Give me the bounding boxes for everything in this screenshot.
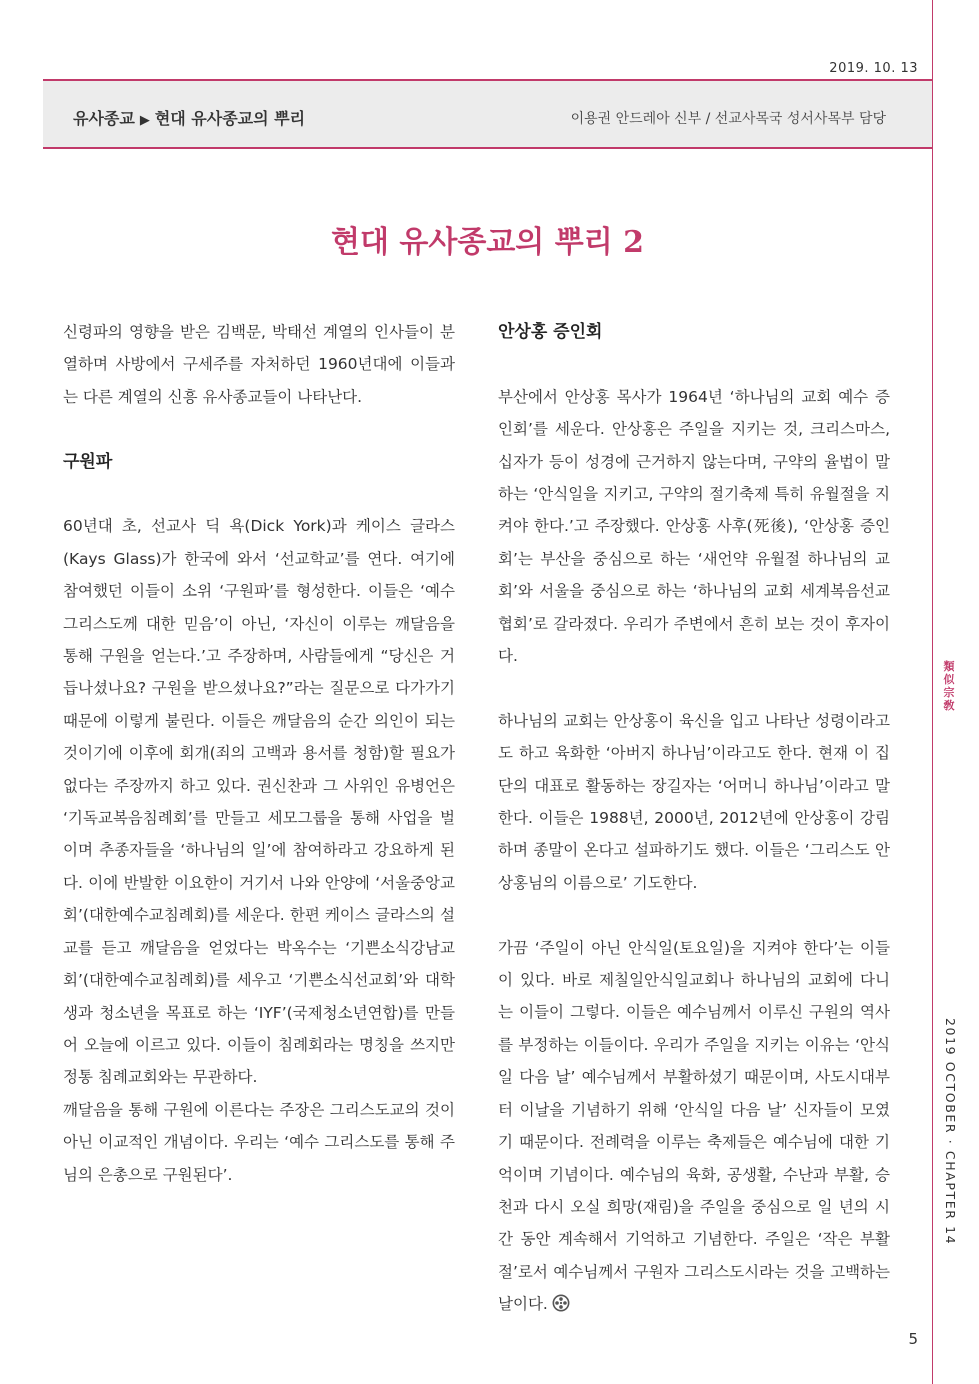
right-column (498, 316, 890, 1321)
right-edge-line (932, 0, 933, 1384)
guwonpa-conclusion-paragraph: 깨달음을 통해 구원에 이른다는 주장은 그리스도교의 것이 아닌 이교적인 개념이다. 우리는 ‘예수 그리스도를 통해 주님의 은총으로 구원된다’. (63, 1100, 455, 1184)
breadcrumb (73, 106, 305, 129)
header-bottom-rule (43, 147, 932, 149)
page-number: 5 (908, 1330, 918, 1348)
issue-date: 2019. 10. 13 (829, 61, 918, 76)
ansanghong-paragraph-2: 하나님의 교회는 안상홍이 육신을 입고 나타난 성령이라고도 하고 육화한 ‘아버지 하나님’이라고도 한다. 현재 이 집단의 대표로 활동하는 장길자는 ‘어머니 하나님’이라고 말한다. 이들은 1988년, 2000년, 2012년에 안상홍이 강림하며 종말이 온다고 설파하기도 했다. 이들은 ‘그리스도 안상홍님의 이름으로’ 기도한다. (498, 711, 890, 892)
breadcrumb-topic: 현대 유사종교의 뿌리 (154, 109, 306, 128)
ansanghong-paragraph-1: 부산에서 안상홍 목사가 1964년 ‘하나님의 교회 예수 증인회’를 세운다. 안상홍은 주일을 지키는 것, 크리스마스, 십자가 등이 성경에 근거하지 않는다며, 구약의 율법이 말하는 ‘안식일을 지키고, 구약의 절기축제 특히 유월절을 지켜야 한다.’고 주장했다. 안상홍 사후(死後), ‘안상홍 증인회’는 부산을 중심으로 하는 ‘새언약 유월절 하나님의 교회’와 서울을 중심으로 하는 ‘하나님의 교회 세계복음선교협회’로 갈라졌다. 우리가 주변에서 흔히 보는 것이 후자이다. (498, 387, 890, 666)
article-title: 현대 유사종교의 뿌리 2 (330, 225, 645, 260)
end-mark-icon (552, 1294, 570, 1312)
left-column (63, 316, 455, 1191)
section-heading-guwonpa: 구원파 (63, 451, 113, 472)
side-char: 類 (943, 660, 955, 673)
side-char: 似 (943, 673, 955, 686)
side-char: 宗 (943, 686, 955, 699)
intro-paragraph: 신령파의 영향을 받은 김백문, 박태선 계열의 인사들이 분열하며 사방에서 구세주를 자처하던 1960년대에 이들과는 다른 계열의 신흥 유사종교들이 나타난다. (63, 323, 455, 406)
breadcrumb-arrow-icon: ▶ (139, 113, 150, 128)
ansanghong-paragraph-3-text: 가끔 ‘주일이 아닌 안식일(토요일)을 지켜야 한다’는 이들이 있다. 바로 제칠일안식일교회나 하나님의 교회에 다니는 이들이 그렇다. 이들은 예수님께서 이루신 구원의 역사를 부정하는 이들이다. 우리가 주일을 지키는 이유는 ‘안식일 다음 날’ 예수님께서 부활하셨기 때문이며, 사도시대부터 이날을 기념하기 위해 ‘안식일 다음 날’ 신자들이 모였기 때문이다. 전례력을 이루는 축제들은 예수님에 대한 기억이며 기념이다. 예수님의 육화, 공생활, 수난과 부활, 승천과 다시 오실 희망(재림)을 주일을 중심으로 일 년의 시간 동안 계속해서 기억하고 기념한다. 주일은 ‘작은 부활절’로서 예수님께서 구원자 그리스도시라는 것을 고백하는 날이다. (498, 938, 890, 1314)
section-heading-ansanghong: 안상홍 증인회 (498, 322, 603, 342)
author-credit: 이용권 안드레아 신부 / 선교사목국 성서사목부 담당 (570, 111, 886, 127)
breadcrumb-section: 유사종교 (73, 109, 135, 128)
guwonpa-paragraph: 60년대 초, 선교사 딕 욕(Dick York)과 케이스 글라스(Kays Glass)가 한국에 와서 ‘선교학교’를 연다. 여기에 참여했던 이들이 소위 ‘구원파’를 형성한다. 이들은 ‘예수 그리스도께 대한 믿음’이 아닌, ‘자신이 이루는 깨달음을 통해 구원을 얻는다.’고 주장하며, 사람들에게 “당신은 거듭나셨나요? 구원을 받으셨나요?”라는 질문으로 다가가기 때문에 이렇게 불린다. 이들은 깨달음의 순간 의인이 되는 것이기에 이후에 회개(죄의 고백과 용서를 청함)할 필요가 없다는 주장까지 하고 있다. 권신찬과 그 사위인 유병언은 ‘기독교복음침례회’를 만들고 세모그룹을 통해 사업을 벌이며 추종자들을 ‘하나님의 일’에 참여하라고 강요하게 된다. 이에 반발한 이요한이 거기서 나와 안양에 ‘서울중앙교회’(대한예수교침례회)를 세운다. 한편 케이스 글라스의 설교를 듣고 깨달음을 얻었다는 박옥수는 ‘기쁜소식강남교회’(대한예수교침례회)를 세우고 ‘기쁜소식선교회’와 대학생과 청소년을 목표로 하는 ‘IYF’(국제청소년연합)를 만들어 오늘에 이르고 있다. 이들이 침례회라는 명칭을 쓰지만 정통 침례교회와는 무관하다. (63, 517, 455, 1087)
side-issue-label: 2019 OCTOBER · CHAPTER 14 (943, 1018, 958, 1246)
ansanghong-paragraph-3 (498, 932, 890, 1321)
side-section-label (941, 660, 957, 712)
side-char: 敎 (943, 699, 955, 712)
